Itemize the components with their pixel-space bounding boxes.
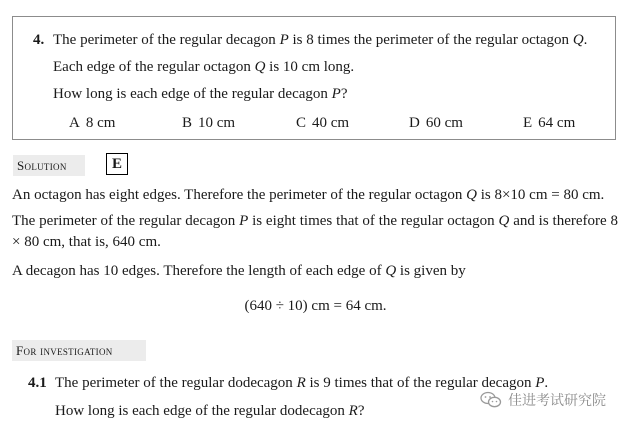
solution-line-1: An octagon has eight edges. Therefore the perimeter of the regular octagon Q is 8×10 cm = 80 cm.	[12, 187, 605, 203]
choice-d: D 60 cm	[409, 115, 463, 131]
solution-equation: (640 ÷ 10) cm = 64 cm.	[244, 298, 387, 314]
investigation-line-2: How long is each edge of the regular dodecagon R?	[55, 403, 365, 419]
solution-paragraph-2: The perimeter of the regular decagon P is eight times that of the regular octagon Q and is therefore 8 × 80 cm, that is, 640 cm.	[12, 213, 618, 250]
watermark-text: 佳进考试研究院	[508, 393, 606, 409]
choice-e: E 64 cm	[523, 115, 576, 131]
choice-b: B 10 cm	[182, 115, 236, 131]
question-line-2: Each edge of the regular octagon Q is 10 cm long.	[53, 59, 355, 75]
choice-c: C 40 cm	[296, 115, 350, 131]
investigation-line-1: The perimeter of the regular dodecagon R is 9 times that of the regular decagon P.	[55, 375, 549, 391]
question-number: 4.	[33, 32, 45, 48]
question-line-1: The perimeter of the regular decagon P is 8 times the perimeter of the regular octagon Q.	[53, 32, 588, 48]
solution-line-3: A decagon has 10 edges. Therefore the length of each edge of Q is given by	[12, 263, 466, 279]
solution-label: Solution	[13, 155, 85, 176]
question-line-3: How long is each edge of the regular decagon P?	[53, 86, 348, 102]
question-box	[12, 16, 616, 140]
watermark	[480, 389, 606, 411]
answer-box: E	[106, 153, 128, 175]
investigation-label: For investigation	[12, 340, 146, 361]
choice-a: A 8 cm	[69, 115, 116, 131]
investigation-number: 4.1	[28, 375, 47, 391]
wechat-icon	[480, 391, 502, 409]
